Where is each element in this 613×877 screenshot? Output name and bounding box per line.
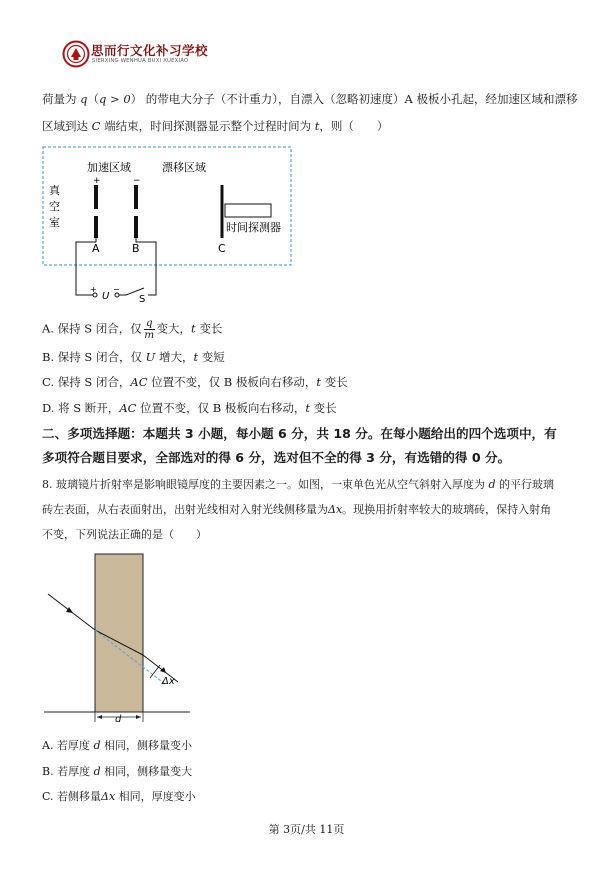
plate-A-plus: + [93, 176, 101, 186]
q8-line-2: 砖左表面，从右表面射出，出射光线相对入射光线侧移量为Δx。现换用折射率较大的玻璃砖，保持入射角 [42, 503, 552, 516]
dx-label: Δx [162, 676, 175, 687]
section-2-heading-line-2: 多项符合题目要求，全部选对的得 6 分，选对但不全的得 3 分，有选错的得 0 分。 [42, 450, 511, 465]
source-minus: − [113, 285, 120, 294]
glass-slab [95, 554, 143, 712]
d-label: d [115, 714, 122, 725]
section-2-heading-line-1: 二、多项选择题：本题共 3 小题，每小题 6 分，共 18 分。在每小题给出的四个选项中，有 [42, 426, 557, 441]
q-over-m-fraction: $\frac{q}{m}$ [144, 317, 155, 341]
q8-option-c[interactable]: C. 若侧移量Δx 相同，厚度变小 [42, 790, 196, 803]
source-plus: + [90, 285, 97, 294]
q7-option-c[interactable]: C. 保持 S 闭合，AC 位置不变，仅 B 极板向右移动，t 变长 [42, 375, 348, 389]
q7-option-d[interactable]: D. 将 S 断开，AC 位置不变，仅 B 极板向右移动，t 变长 [42, 401, 337, 415]
incident-arrow-icon [66, 607, 73, 613]
q7-line-1: 荷量为 q（q > 0） 的带电大分子（不计重力），自漂入（忽略初速度）A 极板小孔起，经加速区域和漂移 [42, 92, 578, 106]
school-name: 思而行文化补习学校 [91, 43, 209, 58]
q7-option-a[interactable]: A. 保持 S 闭合，仅 $\frac{q}{m}$ 变大，t 变长 [42, 317, 223, 341]
page-number: 第 3页/共 11页 [268, 823, 345, 836]
q7-line-2: 区域到达 C 端结束，时间探测器显示整个过程时间为 t，则（ ） [42, 119, 389, 133]
q8-line-1: 8. 玻璃镜片折射率是影响眼镜厚度的主要因素之一。如图，一束单色光从空气斜射入厚度为 d 的平行玻璃 [42, 478, 555, 491]
time-detector-label: 时间探测器 [226, 221, 281, 234]
q8-glass-slab-diagram [40, 550, 200, 730]
source-U-label: U [102, 291, 110, 302]
vacuum-label-3: 室 [49, 216, 60, 229]
plate-C-label: C [218, 242, 226, 255]
q8-option-a[interactable]: A. 若厚度 d 相同，侧移量变小 [42, 739, 192, 752]
q8-line-3: 不变，下列说法正确的是（ ） [42, 528, 207, 541]
school-name-en: SIERXING WENHUA BUXI XUEXIAO [92, 58, 189, 64]
q7-option-b[interactable]: B. 保持 S 闭合，仅 U 增大，t 变短 [42, 350, 225, 364]
emergent-arrow-icon [160, 667, 166, 673]
q7-mass-spectrometer-diagram [38, 142, 300, 307]
plate-B-label: B [132, 242, 140, 255]
switch-S-label: S [139, 294, 146, 305]
school-emblem-icon [62, 40, 90, 68]
plate-B-minus: − [133, 176, 141, 186]
time-detector-box [225, 204, 271, 217]
school-logo [62, 40, 90, 70]
drift-region-label: 漂移区域 [162, 161, 206, 174]
vacuum-label-1: 真 [49, 184, 60, 197]
accel-region-label: 加速区域 [87, 161, 131, 174]
vacuum-label-2: 空 [49, 200, 60, 213]
q8-option-b[interactable]: B. 若厚度 d 相同，侧移量变大 [42, 765, 193, 778]
plate-A-label: A [92, 242, 100, 255]
